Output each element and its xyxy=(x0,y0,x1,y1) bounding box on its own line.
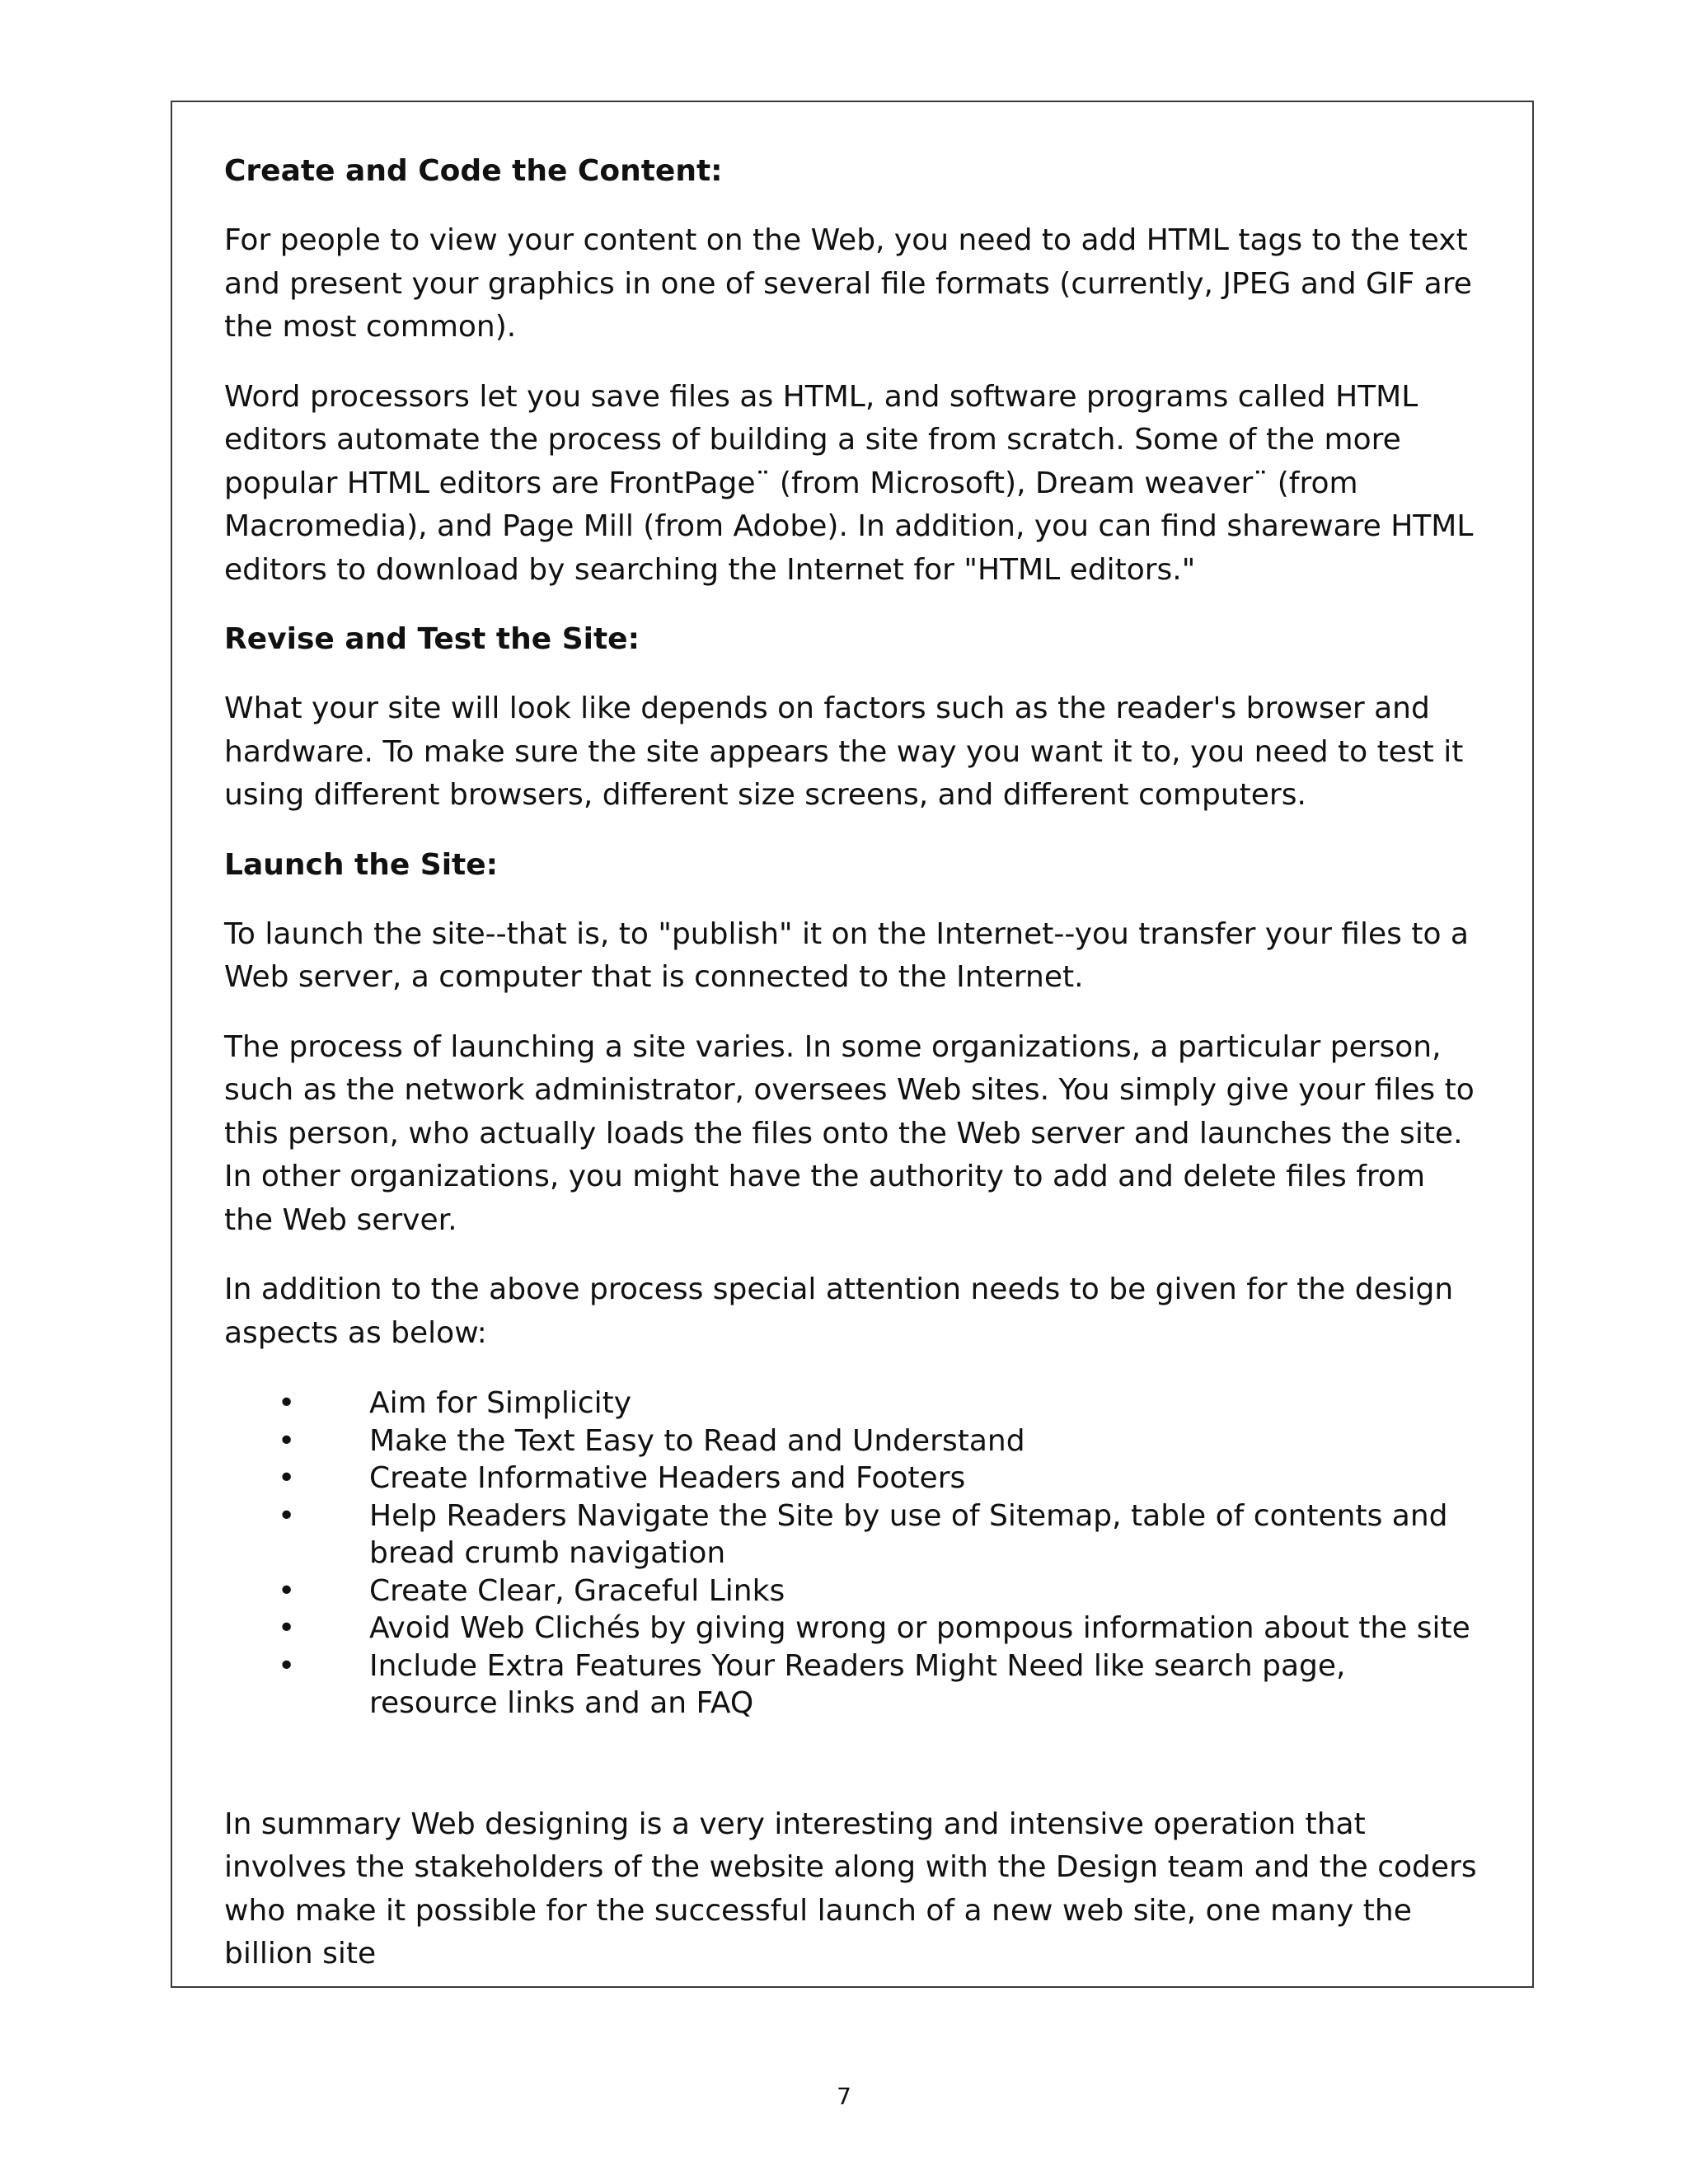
paragraph-html-tags: For people to view your content on the Web, you need to add HTML tags to the text and present your graphics in one of several file formats (currently, JPEG and GIF are the most common). xyxy=(224,223,1472,344)
list-item xyxy=(224,1572,1479,1610)
bullet-icon: • xyxy=(278,1423,296,1458)
list-item-text: Include Extra Features Your Readers Might Need like search page, resource links and an FAQ xyxy=(369,1648,1346,1720)
list-item xyxy=(224,1610,1479,1647)
page-number: 7 xyxy=(837,2083,851,2110)
paragraph-launch-process: The process of launching a site varies. In some organizations, a particular person, such as the network administrator, oversees Web sites. You simply give your files to this person, who actually loads the files onto the Web server and launches the site. In other organizations, you might have the authority to add and delete files from the Web server. xyxy=(224,1029,1475,1237)
bullet-icon: • xyxy=(278,1573,296,1608)
list-item xyxy=(224,1422,1479,1460)
list-item xyxy=(224,1647,1479,1722)
section-heading-launch: Launch the Site: xyxy=(224,847,499,882)
paragraph-launch-transfer: To launch the site--that is, to "publish" it on the Internet--you transfer your files to a Web server, a computer that is connected to the Internet. xyxy=(224,916,1469,994)
list-item-text: Aim for Simplicity xyxy=(369,1386,632,1420)
bullet-icon: • xyxy=(278,1386,296,1420)
list-item-text: Create Clear, Graceful Links xyxy=(369,1573,785,1608)
section-heading-create-code: Create and Code the Content: xyxy=(224,154,723,188)
design-aspects-list xyxy=(224,1385,1479,1722)
list-item xyxy=(224,1385,1479,1422)
paragraph-html-editors: Word processors let you save files as HTML, and software programs called HTML editors automate the process of building a site from scratch. Some of the more popular HTML editors are FrontPage¨ (from Microsoft), Dream weaver¨ (from Macromedia), and Page Mill (from Adobe). In addition, you can find shareware HTML editors to download by searching the Internet for "HTML editors." xyxy=(224,379,1474,587)
list-item-text: Create Informative Headers and Footers xyxy=(369,1461,966,1495)
page-frame xyxy=(171,101,1534,1988)
list-item-text: Avoid Web Clichés by giving wrong or pompous information about the site xyxy=(369,1611,1470,1645)
list-item-text: Make the Text Easy to Read and Understand xyxy=(369,1423,1025,1458)
bullet-icon: • xyxy=(278,1648,296,1683)
section-heading-revise-test: Revise and Test the Site: xyxy=(224,622,640,656)
list-item xyxy=(224,1497,1479,1572)
list-item xyxy=(224,1460,1479,1497)
bullet-icon: • xyxy=(278,1611,296,1645)
list-item-text: Help Readers Navigate the Site by use of Sitemap, table of contents and bread crumb navigation xyxy=(369,1498,1448,1570)
bullet-icon: • xyxy=(278,1498,296,1533)
bullet-icon: • xyxy=(278,1461,296,1495)
paragraph-design-aspects-intro: In addition to the above process special attention needs to be given for the design aspects as below: xyxy=(224,1272,1454,1350)
summary-paragraph: In summary Web designing is a very interesting and intensive operation that involves the stakeholders of the website along with the Design team and the coders who make it possible for the successful launch of a new web site, one many the billion site xyxy=(224,1807,1477,1971)
paragraph-testing: What your site will look like depends on factors such as the reader's browser and hardware. To make sure the site appears the way you want it to, you need to test it using different browsers, different size screens, and different computers. xyxy=(224,691,1464,812)
